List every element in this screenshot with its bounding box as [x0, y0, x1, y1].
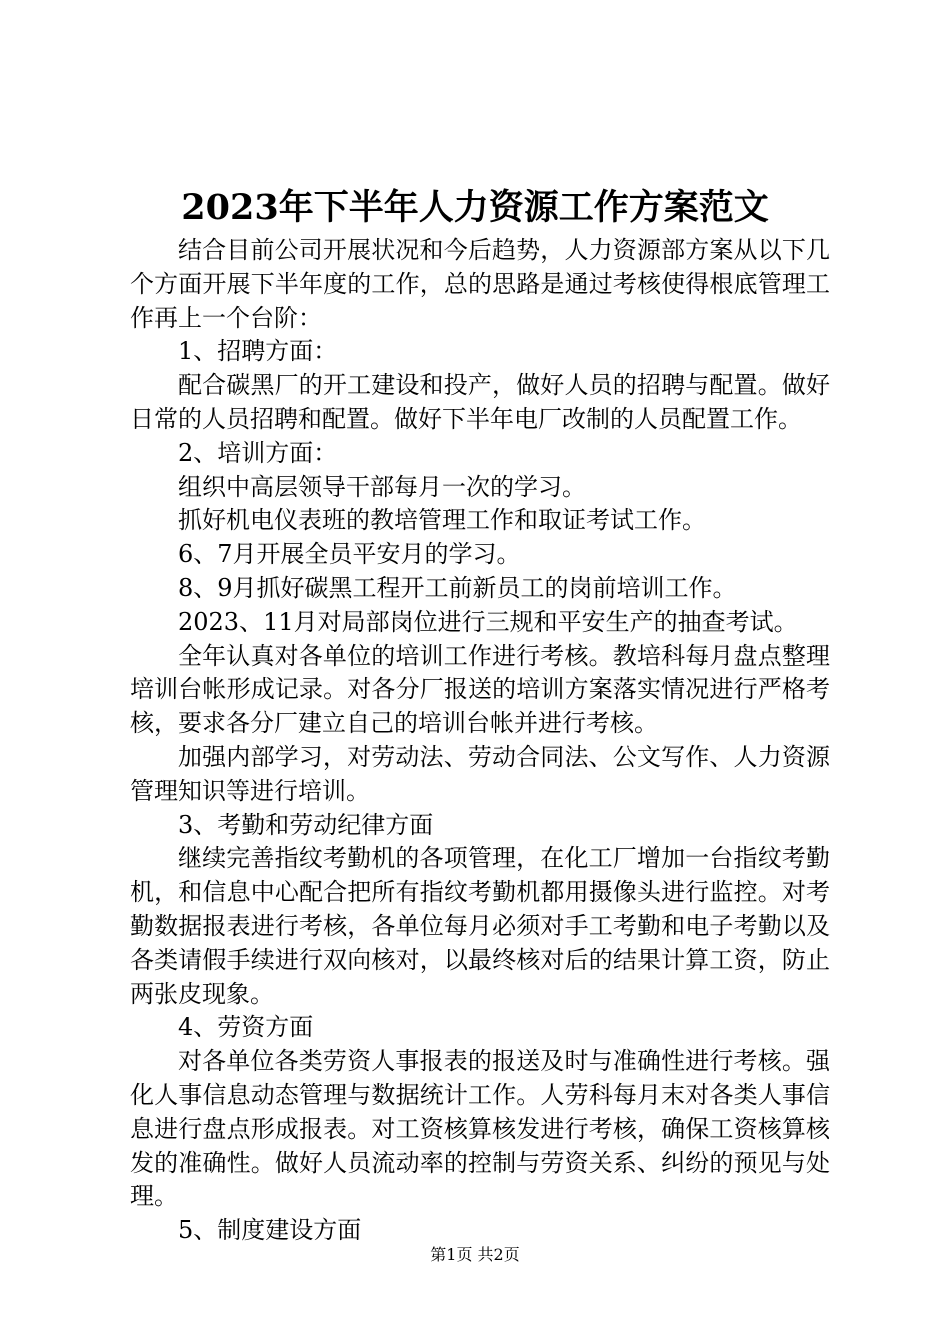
paragraph: 结合目前公司开展状况和今后趋势，人力资源部方案从以下几个方面开展下半年度的工作，总的思路是通过考核使得根底管理工作再上一个台阶：	[130, 236, 830, 332]
paragraph: 8、9月抓好碳黑工程开工前新员工的岗前培训工作。	[178, 573, 737, 602]
paragraph: 对各单位各类劳资人事报表的报送及时与准确性进行考核。强化人事信息动态管理与数据统计工作。人劳科每月末对各类人事信息进行盘点形成报表。对工资核算核发进行考核，确保工资核算核发的准确性。做好人员流动率的控制与劳资关系、纠纷的预见与处理。	[130, 1047, 830, 1211]
paragraph: 抓好机电仪表班的教培管理工作和取证考试工作。	[178, 506, 706, 535]
section-heading: 4、劳资方面	[178, 1013, 314, 1042]
paragraph: 配合碳黑厂的开工建设和投产，做好人员的招聘与配置。做好日常的人员招聘和配置。做好下半年电厂改制的人员配置工作。	[130, 371, 830, 433]
page-number-footer: 第1页 共2页	[430, 1245, 520, 1264]
section-heading: 5、制度建设方面	[178, 1216, 362, 1245]
section-heading: 3、考勤和劳动纪律方面	[178, 810, 434, 839]
paragraph: 2023、11月对局部岗位进行三规和平安生产的抽查考试。	[178, 607, 798, 636]
document-body	[130, 234, 830, 1248]
paragraph: 6、7月开展全员平安月的学习。	[178, 540, 521, 569]
section-heading: 2、培训方面：	[178, 438, 338, 467]
paragraph: 继续完善指纹考勤机的各项管理，在化工厂增加一台指纹考勤机，和信息中心配合把所有指纹考勤机都用摄像头进行监控。对考勤数据报表进行考核，各单位每月必须对手工考勤和电子考勤以及各类请假手续进行双向核对，以最终核对后的结果计算工资，防止两张皮现象。	[130, 844, 830, 1008]
paragraph: 组织中高层领导干部每月一次的学习。	[178, 472, 586, 501]
section-heading: 1、招聘方面：	[178, 337, 338, 366]
paragraph: 全年认真对各单位的培训工作进行考核。教培科每月盘点整理培训台帐形成记录。对各分厂报送的培训方案落实情况进行严格考核，要求各分厂建立自己的培训台帐并进行考核。	[130, 641, 830, 738]
document-title: 2023年下半年人力资源工作方案范文	[181, 187, 769, 228]
paragraph: 加强内部学习，对劳动法、劳动合同法、公文写作、人力资源管理知识等进行培训。	[130, 742, 830, 805]
